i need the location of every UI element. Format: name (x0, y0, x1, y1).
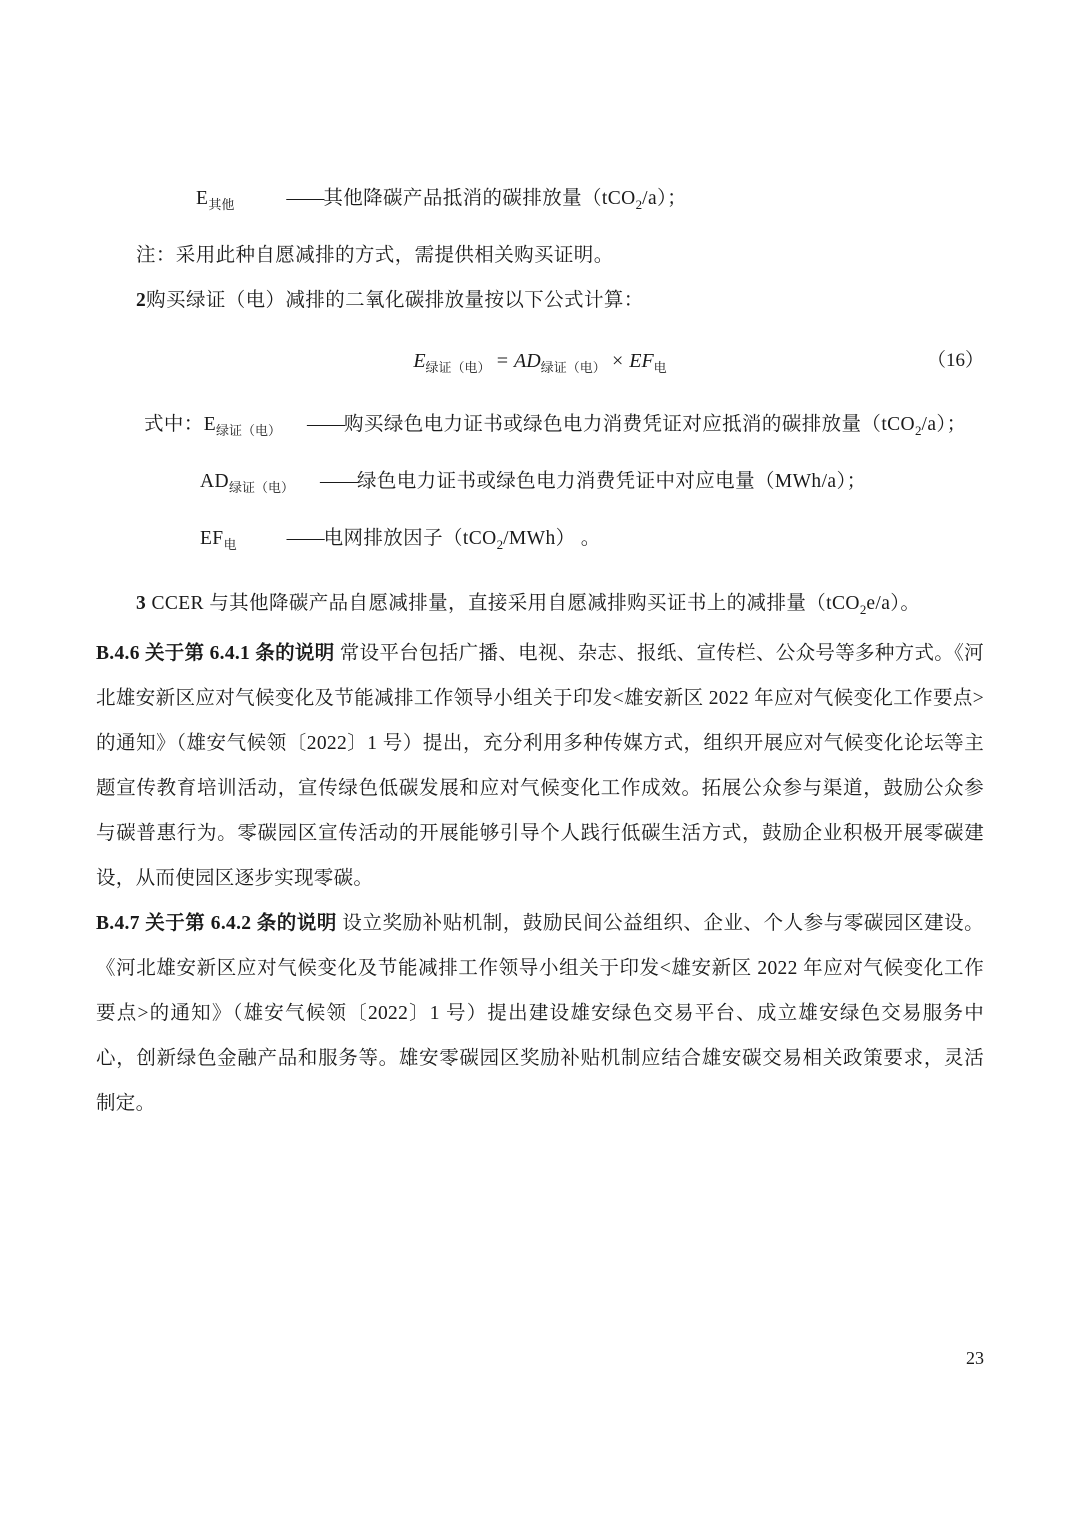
def2-text: 绿色电力证书或绿色电力消费凭证中对应电量（MWh/a）； (356, 470, 867, 492)
co2-subscript: 2 (915, 422, 922, 438)
def1-symbol: E (203, 413, 217, 435)
def1-text-tail: /a）； (921, 413, 967, 435)
formula-ef: EF (629, 349, 654, 372)
page-number: 23 (966, 1348, 984, 1368)
em-dash: —— (286, 188, 324, 209)
page-content (96, 176, 984, 1126)
item-3-number: 3 (136, 592, 147, 614)
where-line-2 (96, 459, 984, 510)
definition-text-tail: /a）； (642, 188, 688, 209)
def2-subscript: 绿证（电） (228, 479, 294, 495)
def3-text: 电网排放因子（tCO (323, 527, 497, 549)
item-3-text: CCER 与其他降碳产品自愿减排量，直接采用自愿减排购买证书上的减排量（tCO (151, 592, 860, 614)
em-dash: —— (307, 413, 345, 435)
section-b47 (96, 901, 984, 1126)
section-b46-heading: B.4.6 关于第 6.4.1 条的说明 (96, 643, 335, 665)
co2-subscript: 2 (859, 601, 867, 617)
item-2-text: 购买绿证（电）减排的二氧化碳排放量按以下公式计算： (146, 289, 644, 311)
def1-text: 购买绿色电力证书或绿色电力消费凭证对应抵消的碳排放量（tCO (344, 413, 916, 435)
co2-subscript: 2 (635, 196, 643, 212)
section-b46 (96, 631, 984, 901)
section-b46-body: 常设平台包括广播、电视、杂志、报纸、宣传栏、公众号等多种方式。《河北雄安新区应对气候变化及节能减排工作领导小组关于印发<雄安新区 2022 年应对气候变化工作要点>的通知》（雄安气候领〔2022〕1 号）提出，充分利用多种传媒方式，组织开展应对气候变化论坛等主题宣传教育培训活动，宣传绿色低碳发展和应对气候变化工作成效。拓展公众参与渠道，鼓励公众参与碳普惠行为。零碳园区宣传活动的开展能够引导个人践行低碳生活方式，鼓励企业积极开展零碳建设，从而使园区逐步实现零碳。 (96, 643, 984, 890)
formula-e: E (413, 349, 426, 372)
where-line-3 (96, 516, 984, 567)
item-3-line (96, 581, 984, 632)
note-line: 注：采用此种自愿减排的方式，需提供相关购买证明。 (136, 244, 614, 266)
formula-16-row (96, 335, 984, 394)
formula-times: × (610, 349, 625, 372)
section-b47-heading: B.4.7 关于第 6.4.2 条的说明 (96, 913, 337, 935)
formula-ad-sub: 绿证（电） (540, 359, 606, 375)
formula-ad: AD (514, 349, 541, 372)
section-b47-body-rest: 《河北雄安新区应对气候变化及节能减排工作领导小组关于印发<雄安新区 2022 年应对气候变化工作要点>的通知》（雄安气候领〔2022〕1 号）提出建设雄安绿色交易平台、成立雄安绿色交易服务中心，创新绿色金融产品和服务等。雄安零碳园区奖励补贴机制应结合雄安碳交易相关政策要求，灵活制定。 (96, 958, 984, 1115)
formula-16 (413, 349, 667, 375)
def2-symbol: AD (200, 470, 229, 492)
formula-number: （16） (926, 349, 984, 371)
item-2-number: 2 (136, 289, 147, 311)
item-2-line (96, 278, 984, 323)
definition-text: 其他降碳产品抵消的碳排放量（tCO (323, 188, 636, 209)
section-b47-body-first: 设立奖励补贴机制，鼓励民间公益组织、企业、个人参与零碳园区建设。 (342, 913, 984, 935)
co2-subscript: 2 (496, 536, 504, 552)
def3-text-tail: /MWh） 。 (503, 527, 601, 549)
symbol-e: E (196, 188, 209, 209)
definition-line-other (96, 176, 984, 227)
def3-symbol: EF (200, 527, 224, 549)
em-dash: —— (319, 470, 357, 492)
em-dash: —— (286, 527, 324, 549)
where-line-1 (96, 402, 984, 453)
formula-e-sub: 绿证（电） (425, 359, 491, 375)
formula-ef-sub: 电 (653, 359, 667, 375)
formula-equals: = (495, 349, 510, 372)
where-label: 式中： (144, 413, 204, 435)
def1-subscript: 绿证（电） (216, 422, 282, 438)
item-3-text-tail: e/a）。 (866, 592, 921, 614)
symbol-e-subscript: 其他 (208, 196, 235, 212)
def3-subscript: 电 (223, 536, 237, 552)
